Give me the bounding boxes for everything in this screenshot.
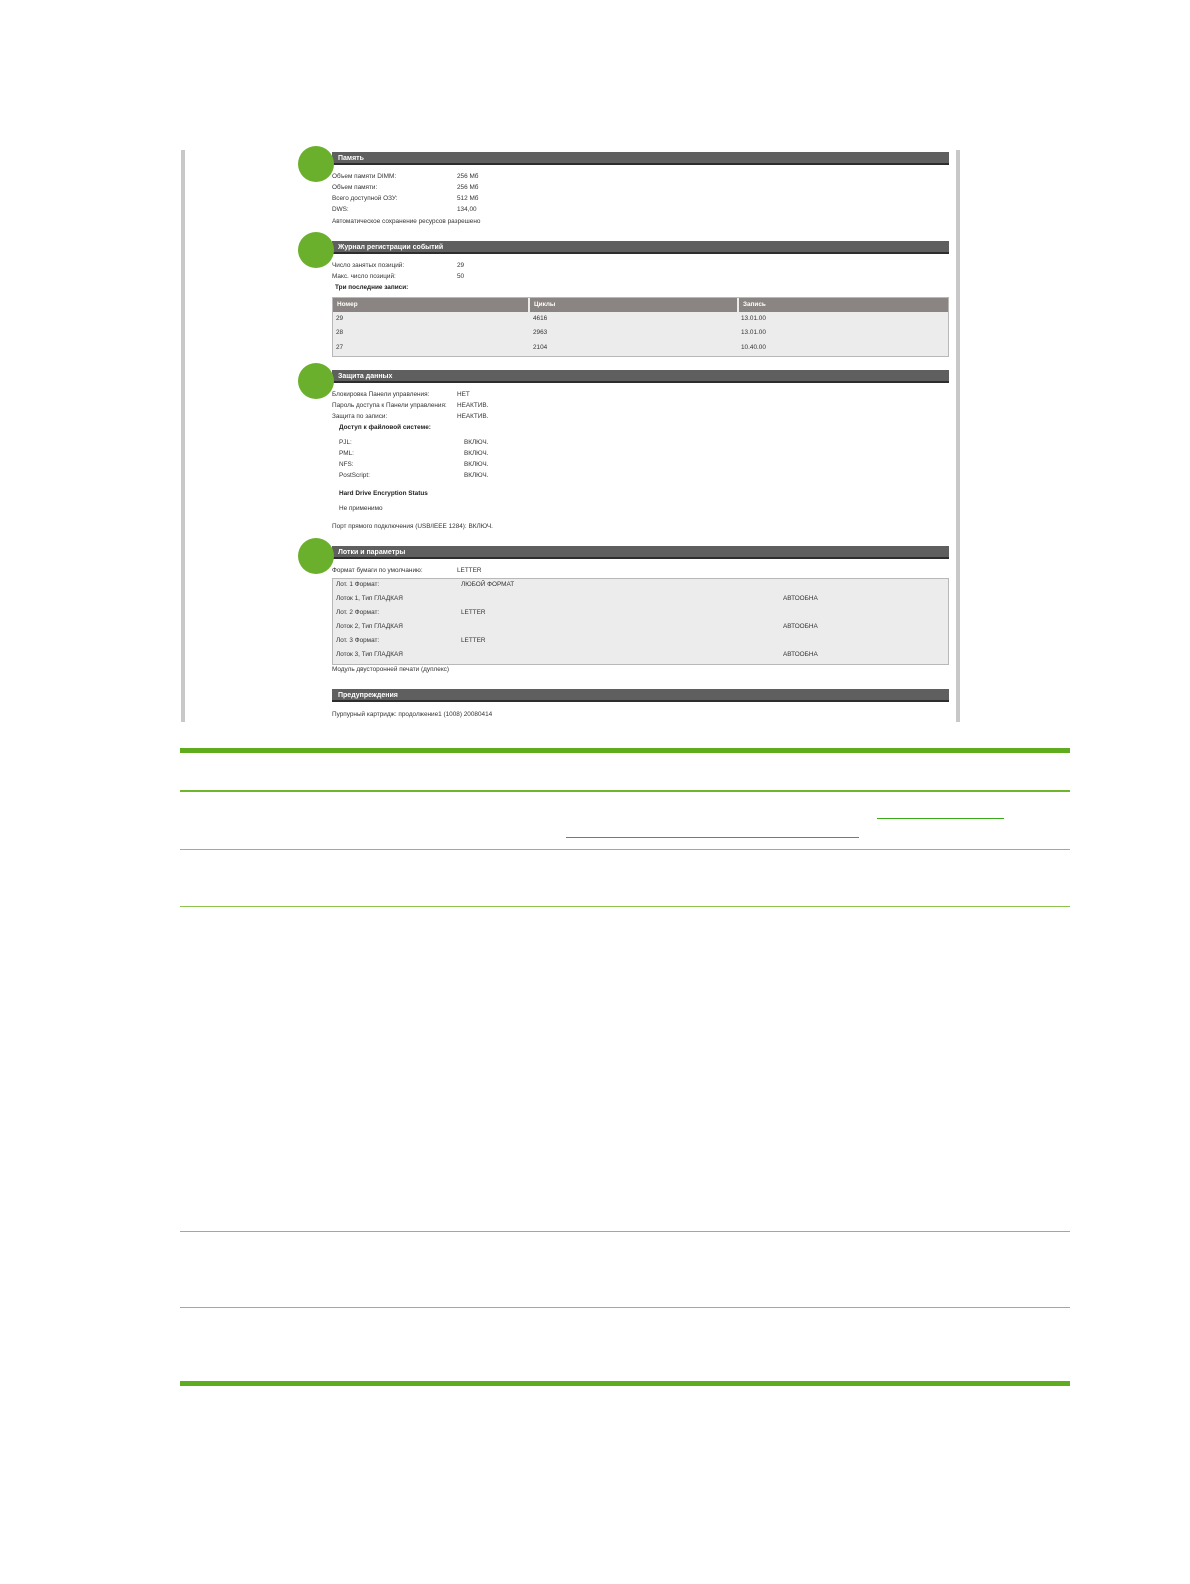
tray-cell: Лоток 3, Тип ГЛАДКАЯ bbox=[336, 651, 403, 658]
last-entries-label: Три последние записи: bbox=[335, 284, 409, 291]
duplex-note: Модуль двусторонней печати (дуплекс) bbox=[332, 666, 450, 673]
tray-cell: Лоток 1, Тип ГЛАДКАЯ bbox=[336, 595, 403, 602]
table-row-divider bbox=[180, 1231, 1070, 1232]
table-cell: 2104 bbox=[533, 344, 548, 351]
table-header-rule bbox=[180, 790, 1070, 792]
warnings-section-header: Предупреждения bbox=[332, 689, 949, 702]
callout-circle-2 bbox=[298, 232, 334, 268]
event-log-table bbox=[332, 297, 949, 357]
tray-cell: LETTER bbox=[461, 637, 486, 644]
warning-text: Пурпурный картридж: продолжение1 (1008) 20080414 bbox=[332, 711, 493, 718]
memory-note: Автоматическое сохранение ресурсов разрешено bbox=[332, 218, 481, 225]
link-underline[interactable] bbox=[566, 837, 859, 838]
tray-cell: LETTER bbox=[461, 609, 486, 616]
tray-cell: Лот. 2 Формат: bbox=[336, 609, 380, 616]
table-cell: 28 bbox=[336, 329, 344, 336]
frame-left-border bbox=[181, 150, 185, 722]
table-cell: 27 bbox=[336, 344, 344, 351]
column-header-number: Номер bbox=[333, 298, 528, 312]
trays-section-header: Лотки и параметры bbox=[332, 546, 949, 559]
direct-port-status: Порт прямого подключения (USB/IEEE 1284): ВКЛЮЧ. bbox=[332, 523, 493, 530]
table-cell: 10.40.00 bbox=[741, 344, 766, 351]
table-cell: 13.01.00 bbox=[741, 329, 766, 336]
trays-table bbox=[332, 578, 949, 665]
callout-circle-3 bbox=[298, 363, 334, 399]
table-cell: 29 bbox=[336, 315, 344, 322]
table-bottom-rule bbox=[180, 1381, 1070, 1386]
frame-right-border bbox=[956, 150, 960, 722]
table-row-divider bbox=[180, 906, 1070, 907]
table-row-divider bbox=[180, 849, 1070, 850]
fs-access-label: Доступ к файловой системе: bbox=[339, 424, 431, 431]
callout-circle-4 bbox=[298, 538, 334, 574]
column-header-cycles: Циклы bbox=[530, 298, 737, 312]
config-page-screenshot: Память Объем памяти DIMM: 256 Мб Объем памяти: 256 Мб Всего доступной ОЗУ: 512 Мб DWS: 134,00 Автоматическое сохранение ресурсов разрешено Журнал регистрации событий Число занятых позиций: 29 Макс. число позиций: 50 Три последние записи: Номер Циклы Запись 29 4616 13.01.00 28 2963 13.01.00 27 2104 10.40.00 Защита данных Блокировка Панели управления: НЕТ Пароль доступа к Панели управления: НЕАКТИВ. Защита по записи: НЕАКТИВ. Доступ к файловой системе: PJL: ВКЛЮЧ. PML: ВКЛЮЧ. NFS: ВКЛЮЧ. PostScript: ВКЛЮЧ. Hard Drive Encryption Status Не применимо Порт прямого подключения (USB/IEEE 1284): ВКЛЮЧ. Лотки и параметры Формат бумаги по умолчанию: LETTER Лот. 1 Формат: ЛЮБОЙ ФОРМАТ Лоток 1, Тип ГЛАДКАЯ АВТООБНА Лот. 2 Формат: LETTER Лоток 2, Тип ГЛАДКАЯ АВТООБНА Лот. 3 Формат: LETTER Лоток 3, Тип ГЛАДКАЯ АВТООБНА Модуль двусторонней печати (дуплекс) Предупреждения Пурпурный картридж: продолжение1 (1008) 20080414 bbox=[181, 150, 960, 722]
tray-cell: Лот. 1 Формат: bbox=[336, 581, 380, 588]
hdd-encryption-value: Не применимо bbox=[339, 505, 383, 512]
table-row-divider bbox=[180, 1307, 1070, 1308]
memory-section-header: Память bbox=[332, 152, 949, 165]
security-section-header: Защита данных bbox=[332, 370, 949, 383]
callout-circle-1 bbox=[298, 146, 334, 182]
tray-cell: ЛЮБОЙ ФОРМАТ bbox=[461, 581, 515, 588]
tray-cell: Лот. 3 Формат: bbox=[336, 637, 380, 644]
column-header-entry: Запись bbox=[739, 298, 948, 312]
tray-cell: АВТООБНА bbox=[783, 623, 818, 630]
tray-cell: Лоток 2, Тип ГЛАДКАЯ bbox=[336, 623, 403, 630]
table-top-rule bbox=[180, 748, 1070, 753]
link-underline[interactable] bbox=[877, 818, 1004, 819]
tray-cell: АВТООБНА bbox=[783, 595, 818, 602]
table-cell: 2963 bbox=[533, 329, 548, 336]
hdd-encryption-label: Hard Drive Encryption Status bbox=[339, 490, 428, 497]
table-cell: 4616 bbox=[533, 315, 548, 322]
event-log-section-header: Журнал регистрации событий bbox=[332, 241, 949, 254]
table-cell: 13.01.00 bbox=[741, 315, 766, 322]
tray-cell: АВТООБНА bbox=[783, 651, 818, 658]
